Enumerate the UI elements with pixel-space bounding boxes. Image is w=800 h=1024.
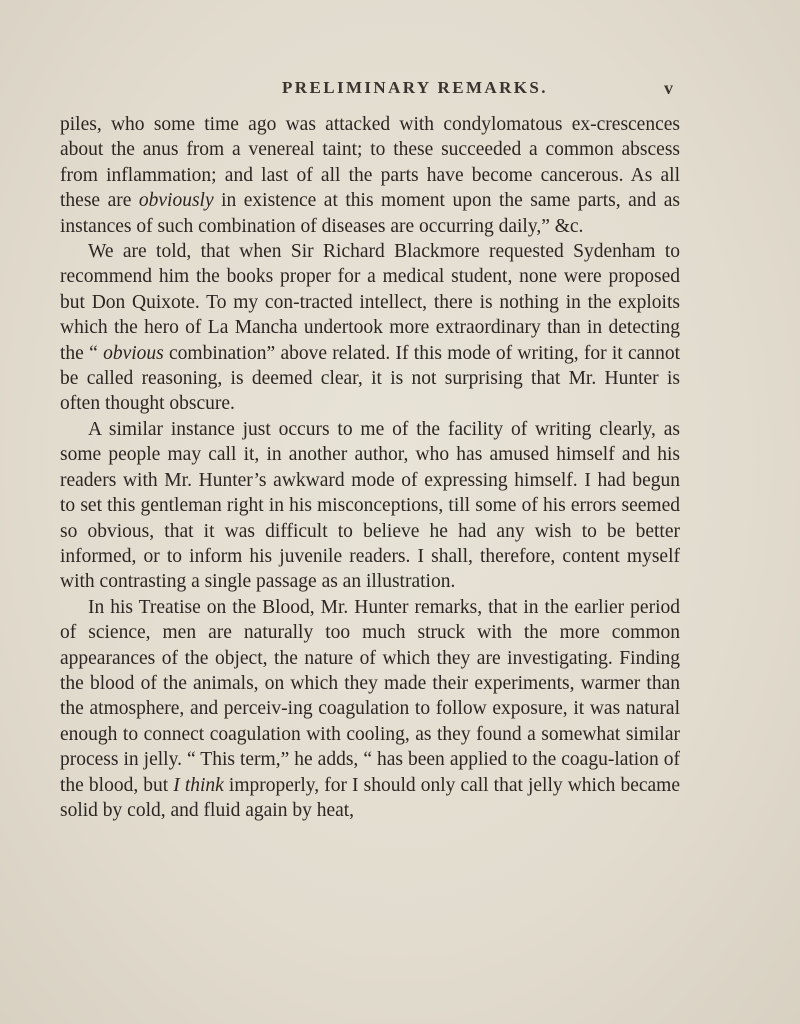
paragraph-1 — [60, 112, 680, 239]
text-run: combination” above related. If this mode of writing, for it cannot be called reasoning, is deemed clear, it is not surprising that Mr. Hunter is often thought obscure. — [60, 342, 680, 415]
text-run: in existence at this moment upon the same parts, and as instances of such combination of diseases are occurring daily,” &c. — [60, 190, 681, 237]
text-run: In his Treatise on the Blood, Mr. Hunter remarks, that in the earlier period of science, men are naturally too much struck with the more common appearances of the object, the nature of which they are investigating. Finding the blood of the animals, on which they made their experiments, warmer than the atmosphere, and perceiv-ing coagulation to follow exposure, it was natural enough to connect coagulation with cooling, as they found a somewhat similar process in jelly. “ This term,” he adds, “ has been applied to the coagu-lation of the blood, but — [60, 596, 680, 796]
text-run: We are told, that when Sir Richard Blackmore requested Sydenham to recommend him the books proper for a medical student, none were proposed but Don Quixote. To my con-tracted intellect, there is nothing in the exploits which the hero of La Mancha undertook more extraordinary than in detecting the “ — [60, 241, 680, 364]
paragraph-4 — [60, 595, 680, 824]
running-title: PRELIMINARY REMARKS. — [282, 78, 548, 97]
italic-run: obviously — [138, 190, 214, 212]
italic-run: obvious — [103, 342, 164, 364]
running-head — [0, 78, 800, 102]
text-run: improperly, for I should only call that jelly which became solid by cold, and fluid again by heat, — [60, 774, 680, 821]
paragraph-2 — [60, 239, 680, 417]
text-run: piles, who some time ago was attacked with condylomatous ex-crescences about the anus from a venereal taint; to these succeeded a common abscess from inflammation; and last of all the parts have become cancerous. As all these are — [60, 114, 680, 212]
page-number: v — [664, 78, 673, 98]
italic-run: I think — [173, 774, 224, 796]
paragraph-3 — [60, 417, 680, 595]
text-run: A similar instance just occurs to me of the facility of writing clearly, as some people may call it, in another author, who has amused himself and his readers with Mr. Hunter’s awkward mode of expressing himself. I had begun to set this gentleman right in his misconceptions, till some of his errors seemed so obvious, that it was difficult to believe he had any wish to be better informed, or to inform his juvenile readers. I shall, therefore, content myself with contrasting a single passage as an illustration. — [60, 418, 680, 593]
body-text — [60, 112, 680, 823]
